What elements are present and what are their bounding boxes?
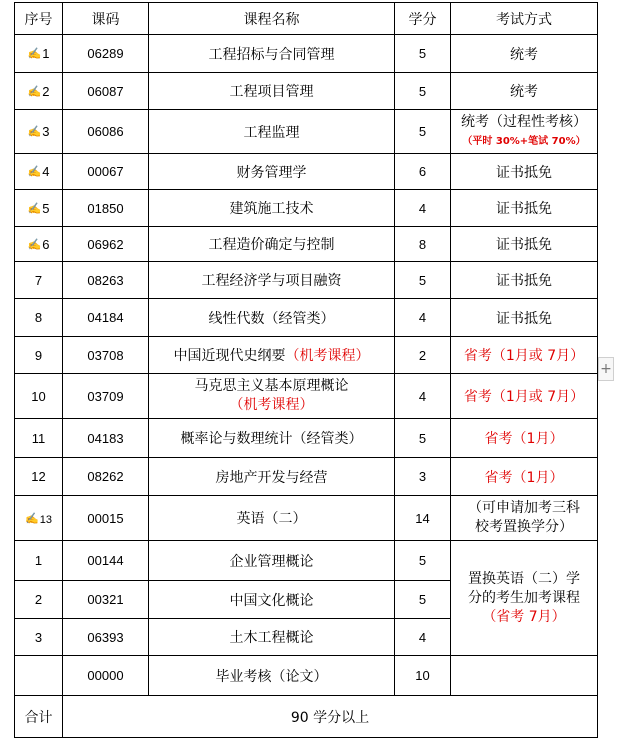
table-row (15, 110, 598, 154)
row-exam: 证书抵免 (451, 190, 598, 227)
row-exam: 省考（1月） (451, 419, 598, 458)
row-seq: ✍1 (15, 35, 63, 73)
header-exam: 考试方式 (451, 3, 598, 35)
row-credit: 5 (395, 581, 451, 619)
header-seq: 序号 (15, 3, 63, 35)
row-credit: 4 (395, 374, 451, 419)
row-seq: 2 (15, 581, 63, 619)
hand-write-icon: ✍ (27, 126, 42, 138)
table-row (15, 73, 598, 110)
row-code: 00321 (63, 581, 149, 619)
row-credit: 6 (395, 154, 451, 190)
row-code: 03709 (63, 374, 149, 419)
row-name: 概率论与数理统计（经管类） (149, 419, 395, 458)
row-code: 06393 (63, 619, 149, 656)
row-seq: ✍3 (15, 110, 63, 154)
row-credit: 3 (395, 458, 451, 496)
row-name: 英语（二） (149, 496, 395, 541)
table-row (15, 262, 598, 299)
name-note: （机考课程） (285, 348, 370, 364)
row-code: 00015 (63, 496, 149, 541)
row-exam: 省考（1月或 7月） (451, 337, 598, 374)
row-code: 00144 (63, 541, 149, 581)
table-row (15, 154, 598, 190)
expand-plus-button[interactable]: + (598, 357, 614, 381)
exam-note: （平时 30%+笔试 70%） (462, 135, 586, 147)
row-name: 房地产开发与经营 (149, 458, 395, 496)
row-exam-empty (451, 656, 598, 696)
row-seq: 10 (15, 374, 63, 419)
hand-write-icon: ✍ (27, 85, 42, 98)
row-exam: 省考（1月或 7月） (451, 374, 598, 419)
row-exam: 统考 (451, 35, 598, 73)
row-name: 马克思主义基本原理概论 （机考课程） (149, 374, 395, 419)
table-row (15, 227, 598, 262)
row-seq: 1 (15, 541, 63, 581)
row-name: 工程项目管理 (149, 73, 395, 110)
row-name: 中国近现代史纲要（机考课程） (149, 337, 395, 374)
row-credit: 5 (395, 262, 451, 299)
row-seq: ✍4 (15, 154, 63, 190)
hand-write-icon: ✍ (27, 202, 42, 215)
row-seq: 9 (15, 337, 63, 374)
row-seq: 11 (15, 419, 63, 458)
row-name: 财务管理学 (149, 154, 395, 190)
row-seq: 8 (15, 299, 63, 337)
row-name: 工程造价确定与控制 (149, 227, 395, 262)
row-credit: 4 (395, 619, 451, 656)
row-exam: 证书抵免 (451, 227, 598, 262)
row-credit: 4 (395, 190, 451, 227)
table-row (15, 656, 598, 696)
hand-write-icon: ✍ (27, 48, 42, 60)
row-code: 04183 (63, 419, 149, 458)
row-exam: 省考（1月） (451, 458, 598, 496)
header-row (15, 3, 598, 35)
row-credit: 5 (395, 541, 451, 581)
name-note: （机考课程） (229, 397, 314, 413)
row-code: 06087 (63, 73, 149, 110)
row-exam: 证书抵免 (451, 262, 598, 299)
row-credit: 5 (395, 35, 451, 73)
row-credit: 14 (395, 496, 451, 541)
row-seq: 7 (15, 262, 63, 299)
row-name: 毕业考核（论文） (149, 656, 395, 696)
row-exam (451, 110, 598, 154)
row-exam: 证书抵免 (451, 299, 598, 337)
table-row (15, 299, 598, 337)
row-code: 03708 (63, 337, 149, 374)
footer-row (15, 696, 598, 738)
merged-exam: 置换英语（二）学 分的考生加考课程 （省考 7月） (451, 541, 598, 656)
row-code: 04184 (63, 299, 149, 337)
table-row (15, 337, 598, 374)
row-code: 00000 (63, 656, 149, 696)
table-row (15, 35, 598, 73)
row-name: 线性代数（经管类） (149, 299, 395, 337)
row-seq: 12 (15, 458, 63, 496)
row-seq: ✍5 (15, 190, 63, 227)
row-seq: ✍6 (15, 227, 63, 262)
row-code: 08263 (63, 262, 149, 299)
row-exam: 统考 (451, 73, 598, 110)
row-name: 工程经济学与项目融资 (149, 262, 395, 299)
footer-label: 合计 (15, 696, 63, 738)
row-seq: ✍2 (15, 73, 63, 110)
table-row (15, 419, 598, 458)
row-name: 工程招标与合同管理 (149, 35, 395, 73)
row-credit: 5 (395, 419, 451, 458)
row-seq (15, 656, 63, 696)
table-row (15, 541, 598, 581)
hand-write-icon: ✍ (27, 238, 42, 251)
row-name: 企业管理概论 (149, 541, 395, 581)
row-credit: 8 (395, 227, 451, 262)
row-credit: 10 (395, 656, 451, 696)
row-name: 工程监理 (149, 110, 395, 154)
header-code: 课码 (63, 3, 149, 35)
hand-write-icon: ✍ (27, 166, 42, 178)
row-name: 建筑施工技术 (149, 190, 395, 227)
row-seq: ✍13 (15, 496, 63, 541)
row-seq: 3 (15, 619, 63, 656)
row-code: 08262 (63, 458, 149, 496)
row-code: 06289 (63, 35, 149, 73)
footer-total: 90 学分以上 (63, 696, 598, 738)
hand-write-icon: ✍ (25, 512, 39, 525)
row-code: 01850 (63, 190, 149, 227)
row-credit: 4 (395, 299, 451, 337)
row-code: 06086 (63, 110, 149, 154)
table-row (15, 496, 598, 541)
row-code: 06962 (63, 227, 149, 262)
row-exam: （可申请加考三科 校考置换学分） (451, 496, 598, 541)
row-credit: 5 (395, 110, 451, 154)
header-credit: 学分 (395, 3, 451, 35)
table-row (15, 374, 598, 419)
row-code: 00067 (63, 154, 149, 190)
row-name: 土木工程概论 (149, 619, 395, 656)
course-table (14, 2, 598, 738)
exam-main: 统考（过程性考核） (461, 113, 587, 130)
row-exam: 证书抵免 (451, 154, 598, 190)
header-name: 课程名称 (149, 3, 395, 35)
row-credit: 5 (395, 73, 451, 110)
table-row (15, 190, 598, 227)
row-name: 中国文化概论 (149, 581, 395, 619)
row-credit: 2 (395, 337, 451, 374)
table-row (15, 458, 598, 496)
